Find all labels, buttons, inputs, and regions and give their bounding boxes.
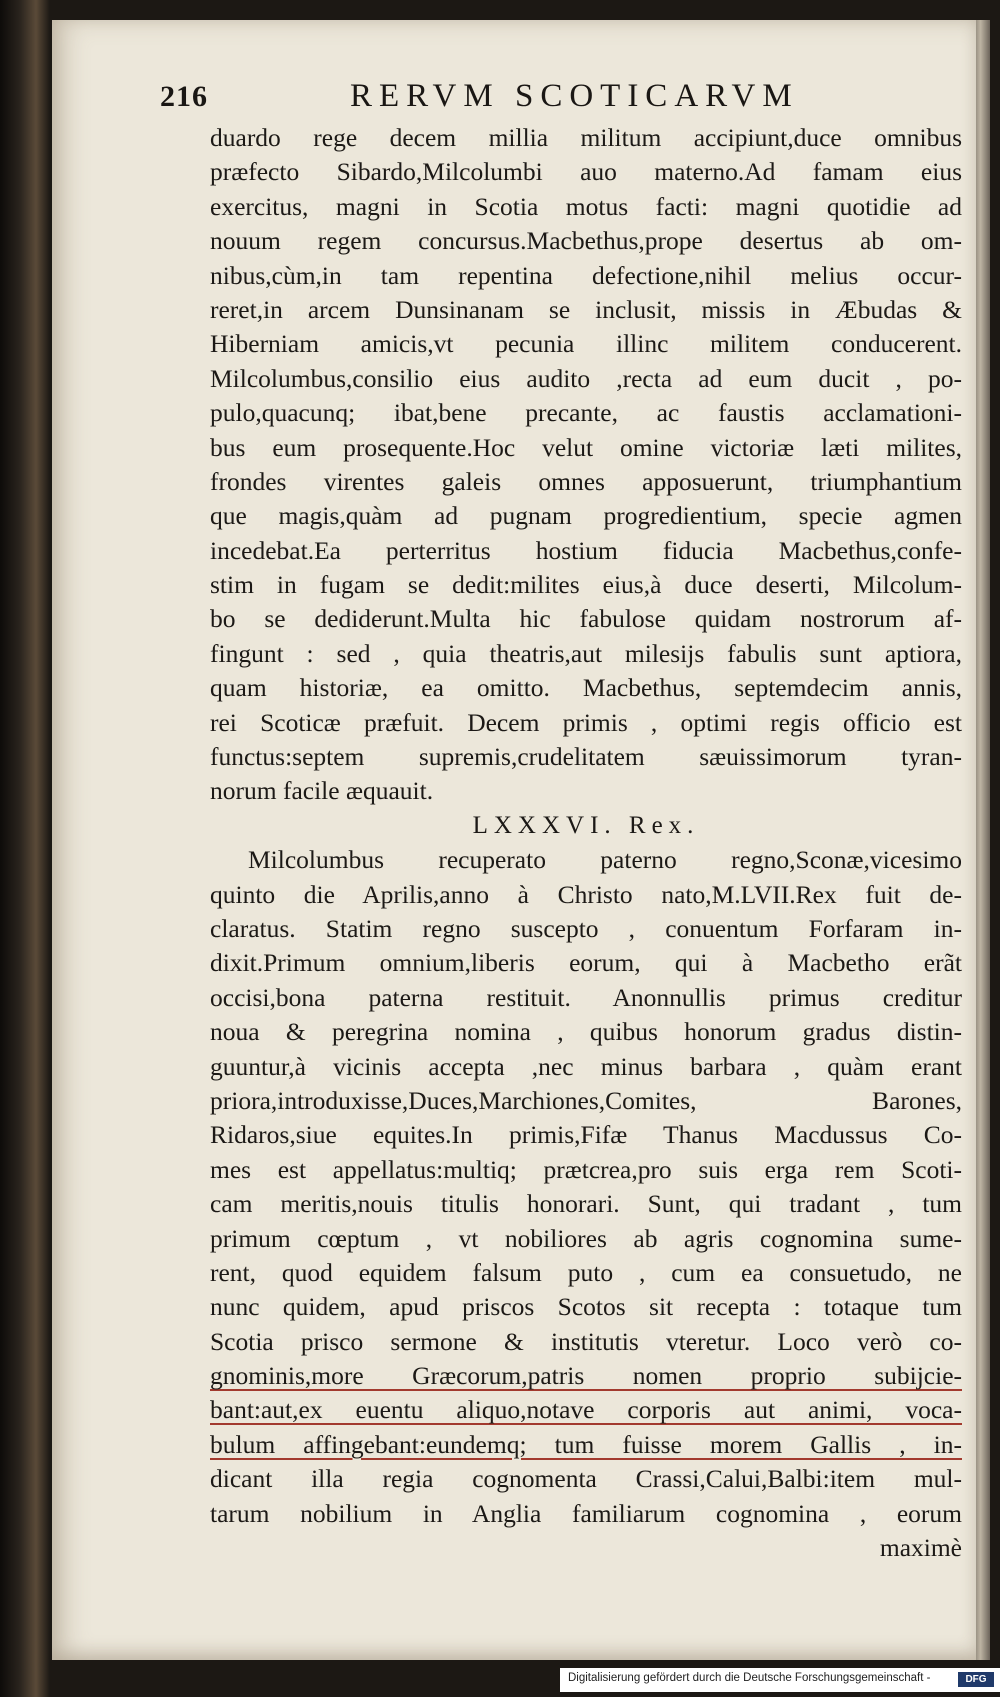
text-line: tarum nobilium in Anglia familiarum cognomina , eorum xyxy=(210,1498,962,1528)
text-line: cam meritis,nouis titulis honorari. Sunt, qui tradant , tum xyxy=(210,1189,962,1219)
running-title: RERVM SCOTICARVM xyxy=(350,78,799,114)
underlined-text-line: gnominis,more Græcorum,patris nomen proprio subijcie- xyxy=(210,1361,962,1391)
page-header xyxy=(160,80,900,120)
text-line: functus:septem supremis,crudelitatem sæuissimorum tyran- xyxy=(210,742,962,772)
section-heading: LXXXVI. Rex. xyxy=(472,811,700,839)
funding-credit: Digitalisierung gefördert durch die Deutsche Forschungsgemeinschaft - xyxy=(568,1672,931,1684)
text-line: occisi,bona paterna restituit. Anonnullis primus creditur xyxy=(210,982,962,1012)
text-line: dixit.Primum omnium,liberis eorum, qui à Macbetho erãt xyxy=(210,948,962,978)
text-line: stim in fugam se dedit:milites eius,à duce deserti, Milcolum- xyxy=(210,570,962,600)
main-text xyxy=(210,121,962,1565)
text-line: claratus. Statim regno suscepto , conuentum Forfaram in- xyxy=(210,913,962,943)
text-line: quam historiæ, ea omitto. Macbethus, septemdecim annis, xyxy=(210,673,962,703)
dfg-logo: DFG xyxy=(958,1672,994,1687)
text-line: nouum regem concursus.Macbethus,prope desertus ab om- xyxy=(210,226,962,256)
text-line: Milcolumbus,consilio eius audito ,recta ad eum ducit , po- xyxy=(210,363,962,393)
text-line: Milcolumbus recuperato paterno regno,Sconæ,vicesimo xyxy=(248,845,962,875)
catchword: maximè xyxy=(879,1533,962,1563)
page-number: 216 xyxy=(160,80,208,113)
text-line: bo se dediderunt.Multa hic fabulose quidam nostrorum af- xyxy=(210,604,962,634)
text-line: guuntur,à vicinis accepta ,nec minus barbara , quàm erant xyxy=(210,1051,962,1081)
digitization-footer xyxy=(560,1668,1000,1692)
text-line: duardo rege decem millia militum accipiunt,duce omnibus xyxy=(210,123,962,152)
page-edge xyxy=(974,20,990,1660)
text-line: Scotia prisco sermone & institutis vteretur. Loco verò co- xyxy=(210,1326,962,1356)
text-line: præfecto Sibardo,Milcolumbi auo materno.Ad famam eius xyxy=(210,157,962,187)
text-line: Hiberniam amicis,vt pecunia illinc militem conducerent. xyxy=(210,329,962,359)
text-line: bus eum prosequente.Hoc velut omine victoriæ læti milites, xyxy=(210,432,962,462)
text-line: rent, quod equidem falsum puto , cum ea consuetudo, ne xyxy=(210,1257,962,1287)
text-line: priora,introduxisse,Duces,Marchiones,Comites, Barones, xyxy=(210,1085,962,1115)
text-line: Ridaros,siue equites.In primis,Fifæ Thanus Macdussus Co- xyxy=(210,1120,962,1150)
text-line: mes est appellatus:multiq; prætcrea,pro suis erga rem Scoti- xyxy=(210,1154,962,1184)
text-line: quinto die Aprilis,anno à Christo nato,M.LVII.Rex fuit de- xyxy=(210,879,962,909)
underlined-text-line: bulum affingebant:eundemq; tum fuisse morem Gallis , in- xyxy=(210,1429,962,1459)
text-line: frondes virentes galeis omnes apposuerunt, triumphantium xyxy=(210,466,962,496)
text-line: norum facile æquauit. xyxy=(210,776,434,806)
text-line: fingunt : sed , quia theatris,aut milesijs fabulis sunt aptiora, xyxy=(210,638,962,668)
text-line: nibus,cùm,in tam repentina defectione,nihil melius occur- xyxy=(210,260,962,290)
text-line: rei Scoticæ præfuit. Decem primis , optimi regis officio est xyxy=(210,707,962,737)
text-line: dicant illa regia cognomenta Crassi,Calui,Balbi:item mul- xyxy=(210,1464,962,1494)
text-line: nunc quidem, apud priscos Scotos sit recepta : totaque tum xyxy=(210,1292,962,1322)
text-line: exercitus, magni in Scotia motus facti: magni quotidie ad xyxy=(210,191,962,221)
underlined-text-line: bant:aut,ex euentu aliquo,notave corporis aut animi, voca- xyxy=(210,1395,962,1425)
text-line: incedebat.Ea perterritus hostium fiducia Macbethus,confe- xyxy=(210,535,962,565)
text-line: reret,in arcem Dunsinanam se inclusit, missis in Æbudas & xyxy=(210,294,962,324)
text-line: pulo,quacunq; ibat,bene precante, ac faustis acclamationi- xyxy=(210,398,962,428)
text-line: noua & peregrina nomina , quibus honorum gradus distin- xyxy=(210,1017,962,1047)
text-line: que magis,quàm ad pugnam progredientium, specie agmen xyxy=(210,501,962,531)
text-line: primum cœptum , vt nobiliores ab agris cognomina sume- xyxy=(210,1223,962,1253)
